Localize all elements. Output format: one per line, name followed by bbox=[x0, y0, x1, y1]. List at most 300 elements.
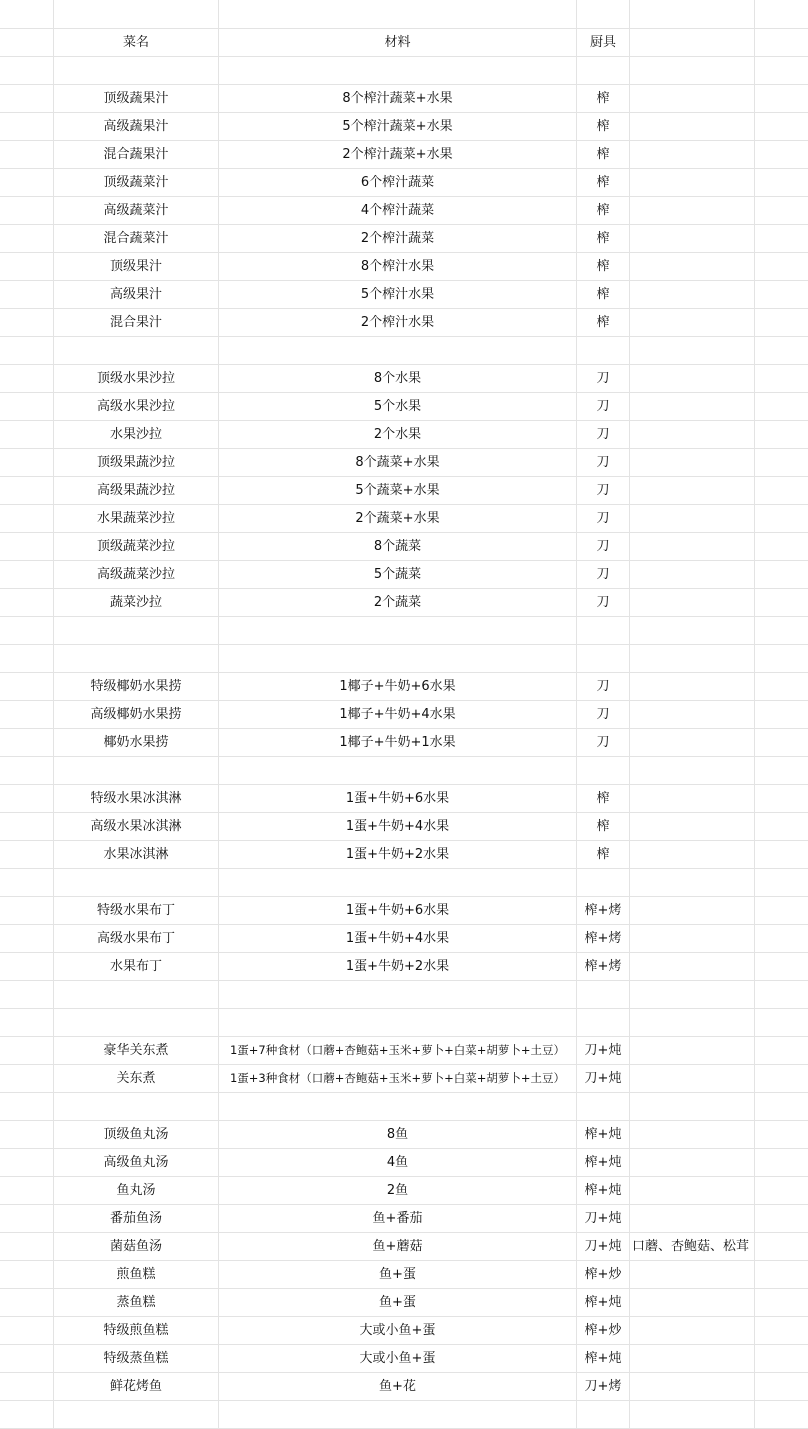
cell[interactable] bbox=[755, 1065, 808, 1092]
materials[interactable]: 6个榨汁蔬菜 bbox=[219, 169, 577, 196]
tool[interactable]: 刀 bbox=[577, 365, 630, 392]
note[interactable] bbox=[630, 169, 755, 196]
note[interactable] bbox=[630, 1121, 755, 1148]
cell[interactable] bbox=[0, 1065, 54, 1092]
cell[interactable] bbox=[755, 505, 808, 532]
cell[interactable] bbox=[755, 729, 808, 756]
cell[interactable] bbox=[755, 1317, 808, 1344]
dish-name[interactable]: 水果蔬菜沙拉 bbox=[54, 505, 219, 532]
materials[interactable]: 2个榨汁蔬菜 bbox=[219, 225, 577, 252]
materials[interactable]: 鱼+花 bbox=[219, 1373, 577, 1400]
cell[interactable] bbox=[630, 645, 755, 672]
note[interactable] bbox=[630, 1373, 755, 1400]
cell[interactable] bbox=[54, 617, 219, 644]
cell[interactable] bbox=[0, 1149, 54, 1176]
cell[interactable] bbox=[0, 141, 54, 168]
dish-name[interactable]: 高级水果布丁 bbox=[54, 925, 219, 952]
dish-name[interactable]: 水果沙拉 bbox=[54, 421, 219, 448]
cell[interactable] bbox=[755, 561, 808, 588]
note[interactable] bbox=[630, 841, 755, 868]
tool[interactable]: 刀 bbox=[577, 673, 630, 700]
cell[interactable] bbox=[755, 1233, 808, 1260]
dish-name[interactable]: 特级蒸鱼糕 bbox=[54, 1345, 219, 1372]
cell[interactable] bbox=[0, 253, 54, 280]
header-tool[interactable]: 厨具 bbox=[577, 29, 630, 56]
cell[interactable] bbox=[219, 1009, 577, 1036]
materials[interactable]: 1蛋+牛奶+4水果 bbox=[219, 925, 577, 952]
dish-name[interactable]: 鱼丸汤 bbox=[54, 1177, 219, 1204]
cell[interactable] bbox=[755, 169, 808, 196]
dish-name[interactable]: 椰奶水果捞 bbox=[54, 729, 219, 756]
cell[interactable] bbox=[54, 337, 219, 364]
materials[interactable]: 1蛋+牛奶+2水果 bbox=[219, 841, 577, 868]
cell[interactable] bbox=[0, 869, 54, 896]
note[interactable] bbox=[630, 141, 755, 168]
dish-name[interactable]: 煎鱼糕 bbox=[54, 1261, 219, 1288]
dish-name[interactable]: 鲜花烤鱼 bbox=[54, 1373, 219, 1400]
cell[interactable] bbox=[0, 617, 54, 644]
tool[interactable]: 榨 bbox=[577, 169, 630, 196]
note[interactable] bbox=[630, 393, 755, 420]
cell[interactable] bbox=[54, 0, 219, 28]
note[interactable] bbox=[630, 449, 755, 476]
tool[interactable]: 榨+炖 bbox=[577, 1177, 630, 1204]
cell[interactable] bbox=[0, 281, 54, 308]
cell[interactable] bbox=[0, 673, 54, 700]
cell[interactable] bbox=[0, 113, 54, 140]
cell[interactable] bbox=[577, 757, 630, 784]
note[interactable] bbox=[630, 1037, 755, 1064]
cell[interactable] bbox=[0, 813, 54, 840]
tool[interactable]: 榨 bbox=[577, 841, 630, 868]
dish-name[interactable]: 水果布丁 bbox=[54, 953, 219, 980]
tool[interactable]: 榨+炒 bbox=[577, 1317, 630, 1344]
note[interactable] bbox=[630, 1177, 755, 1204]
cell[interactable] bbox=[0, 1121, 54, 1148]
dish-name[interactable]: 蒸鱼糕 bbox=[54, 1289, 219, 1316]
dish-name[interactable]: 豪华关东煮 bbox=[54, 1037, 219, 1064]
cell[interactable] bbox=[0, 589, 54, 616]
materials[interactable]: 8鱼 bbox=[219, 1121, 577, 1148]
cell[interactable] bbox=[755, 1093, 808, 1120]
cell[interactable] bbox=[755, 1037, 808, 1064]
note[interactable] bbox=[630, 813, 755, 840]
dish-name[interactable]: 高级蔬菜沙拉 bbox=[54, 561, 219, 588]
cell[interactable] bbox=[755, 701, 808, 728]
dish-name[interactable]: 顶级果蔬沙拉 bbox=[54, 449, 219, 476]
cell[interactable] bbox=[755, 141, 808, 168]
tool[interactable]: 榨 bbox=[577, 813, 630, 840]
cell[interactable] bbox=[755, 393, 808, 420]
cell[interactable] bbox=[630, 57, 755, 84]
cell[interactable] bbox=[630, 0, 755, 28]
dish-name[interactable]: 特级椰奶水果捞 bbox=[54, 673, 219, 700]
note[interactable] bbox=[630, 85, 755, 112]
cell[interactable] bbox=[755, 925, 808, 952]
dish-name[interactable]: 蔬菜沙拉 bbox=[54, 589, 219, 616]
tool[interactable]: 榨+炖 bbox=[577, 1289, 630, 1316]
cell[interactable] bbox=[219, 1401, 577, 1428]
note[interactable] bbox=[630, 1065, 755, 1092]
cell[interactable] bbox=[54, 869, 219, 896]
materials[interactable]: 5个蔬菜 bbox=[219, 561, 577, 588]
cell[interactable] bbox=[755, 1373, 808, 1400]
cell[interactable] bbox=[755, 253, 808, 280]
cell[interactable] bbox=[0, 1373, 54, 1400]
tool[interactable]: 刀+炖 bbox=[577, 1037, 630, 1064]
cell[interactable] bbox=[219, 0, 577, 28]
cell[interactable] bbox=[755, 0, 808, 28]
dish-name[interactable]: 混合蔬果汁 bbox=[54, 141, 219, 168]
materials[interactable]: 鱼+蛋 bbox=[219, 1289, 577, 1316]
materials[interactable]: 1椰子+牛奶+4水果 bbox=[219, 701, 577, 728]
tool[interactable]: 榨 bbox=[577, 309, 630, 336]
cell[interactable] bbox=[0, 421, 54, 448]
note[interactable] bbox=[630, 701, 755, 728]
note[interactable] bbox=[630, 365, 755, 392]
materials[interactable]: 1蛋+7种食材（口蘑+杏鲍菇+玉米+萝卜+白菜+胡萝卜+土豆） bbox=[219, 1037, 577, 1064]
tool[interactable]: 榨+炖 bbox=[577, 1345, 630, 1372]
cell[interactable] bbox=[755, 1401, 808, 1428]
note[interactable] bbox=[630, 309, 755, 336]
note[interactable]: 口蘑、杏鲍菇、松茸 bbox=[630, 1233, 755, 1260]
cell[interactable] bbox=[0, 57, 54, 84]
cell[interactable] bbox=[0, 1317, 54, 1344]
dish-name[interactable]: 特级煎鱼糕 bbox=[54, 1317, 219, 1344]
note[interactable] bbox=[630, 1261, 755, 1288]
cell[interactable] bbox=[755, 897, 808, 924]
dish-name[interactable]: 高级蔬果汁 bbox=[54, 113, 219, 140]
note[interactable] bbox=[630, 925, 755, 952]
cell[interactable] bbox=[630, 1093, 755, 1120]
dish-name[interactable]: 关东煮 bbox=[54, 1065, 219, 1092]
cell[interactable] bbox=[630, 1009, 755, 1036]
cell[interactable] bbox=[219, 869, 577, 896]
cell[interactable] bbox=[755, 757, 808, 784]
tool[interactable]: 刀 bbox=[577, 449, 630, 476]
materials[interactable]: 8个榨汁水果 bbox=[219, 253, 577, 280]
cell[interactable] bbox=[577, 0, 630, 28]
cell[interactable] bbox=[577, 617, 630, 644]
note[interactable] bbox=[630, 281, 755, 308]
tool[interactable]: 刀+炖 bbox=[577, 1233, 630, 1260]
note[interactable] bbox=[630, 477, 755, 504]
header-name[interactable]: 菜名 bbox=[54, 29, 219, 56]
tool[interactable]: 榨+炖 bbox=[577, 1149, 630, 1176]
cell[interactable] bbox=[219, 617, 577, 644]
cell[interactable] bbox=[0, 1289, 54, 1316]
cell[interactable] bbox=[755, 1261, 808, 1288]
cell[interactable] bbox=[219, 757, 577, 784]
cell[interactable] bbox=[630, 869, 755, 896]
cell[interactable] bbox=[54, 645, 219, 672]
cell[interactable] bbox=[755, 589, 808, 616]
cell[interactable] bbox=[54, 1009, 219, 1036]
cell[interactable] bbox=[630, 337, 755, 364]
cell[interactable] bbox=[577, 1009, 630, 1036]
materials[interactable]: 1椰子+牛奶+6水果 bbox=[219, 673, 577, 700]
cell[interactable] bbox=[54, 1401, 219, 1428]
cell[interactable] bbox=[755, 449, 808, 476]
materials[interactable]: 鱼+番茄 bbox=[219, 1205, 577, 1232]
cell[interactable] bbox=[0, 897, 54, 924]
tool[interactable]: 榨 bbox=[577, 85, 630, 112]
cell[interactable] bbox=[0, 1233, 54, 1260]
tool[interactable]: 榨+烤 bbox=[577, 953, 630, 980]
cell[interactable] bbox=[54, 1093, 219, 1120]
cell[interactable] bbox=[54, 57, 219, 84]
note[interactable] bbox=[630, 897, 755, 924]
cell[interactable] bbox=[0, 197, 54, 224]
tool[interactable]: 榨 bbox=[577, 197, 630, 224]
tool[interactable]: 榨 bbox=[577, 281, 630, 308]
tool[interactable]: 刀 bbox=[577, 561, 630, 588]
materials[interactable]: 1蛋+牛奶+2水果 bbox=[219, 953, 577, 980]
materials[interactable]: 2个榨汁蔬菜+水果 bbox=[219, 141, 577, 168]
cell[interactable] bbox=[0, 1401, 54, 1428]
materials[interactable]: 5个榨汁水果 bbox=[219, 281, 577, 308]
dish-name[interactable]: 顶级水果沙拉 bbox=[54, 365, 219, 392]
cell[interactable] bbox=[755, 337, 808, 364]
cell[interactable] bbox=[0, 365, 54, 392]
cell[interactable] bbox=[0, 981, 54, 1008]
tool[interactable]: 刀 bbox=[577, 729, 630, 756]
cell[interactable] bbox=[755, 29, 808, 56]
cell[interactable] bbox=[577, 1401, 630, 1428]
dish-name[interactable]: 高级水果冰淇淋 bbox=[54, 813, 219, 840]
dish-name[interactable]: 特级水果冰淇淋 bbox=[54, 785, 219, 812]
cell[interactable] bbox=[755, 421, 808, 448]
cell[interactable] bbox=[577, 981, 630, 1008]
materials[interactable]: 1蛋+牛奶+4水果 bbox=[219, 813, 577, 840]
cell[interactable] bbox=[755, 113, 808, 140]
cell[interactable] bbox=[755, 981, 808, 1008]
cell[interactable] bbox=[577, 57, 630, 84]
note[interactable] bbox=[630, 1289, 755, 1316]
materials[interactable]: 8个榨汁蔬菜+水果 bbox=[219, 85, 577, 112]
materials[interactable]: 8个蔬菜 bbox=[219, 533, 577, 560]
tool[interactable]: 刀+炖 bbox=[577, 1205, 630, 1232]
tool[interactable]: 榨 bbox=[577, 113, 630, 140]
materials[interactable]: 5个水果 bbox=[219, 393, 577, 420]
cell[interactable] bbox=[755, 841, 808, 868]
cell[interactable] bbox=[0, 701, 54, 728]
dish-name[interactable]: 菌菇鱼汤 bbox=[54, 1233, 219, 1260]
cell[interactable] bbox=[755, 953, 808, 980]
materials[interactable]: 5个蔬菜+水果 bbox=[219, 477, 577, 504]
dish-name[interactable]: 高级果汁 bbox=[54, 281, 219, 308]
cell[interactable] bbox=[0, 1037, 54, 1064]
cell[interactable] bbox=[0, 785, 54, 812]
materials[interactable]: 5个榨汁蔬菜+水果 bbox=[219, 113, 577, 140]
cell[interactable] bbox=[755, 1205, 808, 1232]
materials[interactable]: 大或小鱼+蛋 bbox=[219, 1345, 577, 1372]
cell[interactable] bbox=[0, 1261, 54, 1288]
cell[interactable] bbox=[0, 0, 54, 28]
cell[interactable] bbox=[755, 1009, 808, 1036]
tool[interactable]: 榨 bbox=[577, 141, 630, 168]
header-materials[interactable]: 材料 bbox=[219, 29, 577, 56]
materials[interactable]: 大或小鱼+蛋 bbox=[219, 1317, 577, 1344]
cell[interactable] bbox=[755, 1149, 808, 1176]
cell[interactable] bbox=[755, 225, 808, 252]
cell[interactable] bbox=[577, 337, 630, 364]
dish-name[interactable]: 高级鱼丸汤 bbox=[54, 1149, 219, 1176]
note[interactable] bbox=[630, 785, 755, 812]
materials[interactable]: 2鱼 bbox=[219, 1177, 577, 1204]
cell[interactable] bbox=[0, 1009, 54, 1036]
dish-name[interactable]: 特级水果布丁 bbox=[54, 897, 219, 924]
cell[interactable] bbox=[54, 757, 219, 784]
cell[interactable] bbox=[0, 925, 54, 952]
cell[interactable] bbox=[755, 869, 808, 896]
cell[interactable] bbox=[0, 1345, 54, 1372]
dish-name[interactable]: 顶级蔬菜沙拉 bbox=[54, 533, 219, 560]
note[interactable] bbox=[630, 253, 755, 280]
cell[interactable] bbox=[0, 729, 54, 756]
cell[interactable] bbox=[630, 29, 755, 56]
materials[interactable]: 鱼+蛋 bbox=[219, 1261, 577, 1288]
tool[interactable]: 榨+炖 bbox=[577, 1121, 630, 1148]
tool[interactable]: 刀 bbox=[577, 477, 630, 504]
cell[interactable] bbox=[219, 1093, 577, 1120]
note[interactable] bbox=[630, 673, 755, 700]
cell[interactable] bbox=[755, 281, 808, 308]
dish-name[interactable]: 顶级蔬果汁 bbox=[54, 85, 219, 112]
tool[interactable]: 榨+烤 bbox=[577, 897, 630, 924]
materials[interactable]: 1蛋+牛奶+6水果 bbox=[219, 785, 577, 812]
note[interactable] bbox=[630, 1317, 755, 1344]
dish-name[interactable]: 水果冰淇淋 bbox=[54, 841, 219, 868]
cell[interactable] bbox=[0, 337, 54, 364]
cell[interactable] bbox=[0, 1205, 54, 1232]
materials[interactable]: 4个榨汁蔬菜 bbox=[219, 197, 577, 224]
materials[interactable]: 4鱼 bbox=[219, 1149, 577, 1176]
cell[interactable] bbox=[755, 813, 808, 840]
dish-name[interactable]: 高级果蔬沙拉 bbox=[54, 477, 219, 504]
tool[interactable]: 榨 bbox=[577, 785, 630, 812]
cell[interactable] bbox=[755, 1121, 808, 1148]
cell[interactable] bbox=[755, 57, 808, 84]
note[interactable] bbox=[630, 589, 755, 616]
tool[interactable]: 刀 bbox=[577, 533, 630, 560]
tool[interactable]: 刀+炖 bbox=[577, 1065, 630, 1092]
cell[interactable] bbox=[630, 1401, 755, 1428]
note[interactable] bbox=[630, 533, 755, 560]
tool[interactable]: 榨+烤 bbox=[577, 925, 630, 952]
dish-name[interactable]: 番茄鱼汤 bbox=[54, 1205, 219, 1232]
cell[interactable] bbox=[577, 1093, 630, 1120]
cell[interactable] bbox=[630, 617, 755, 644]
tool[interactable]: 刀 bbox=[577, 701, 630, 728]
note[interactable] bbox=[630, 113, 755, 140]
materials[interactable]: 1蛋+3种食材（口蘑+杏鲍菇+玉米+萝卜+白菜+胡萝卜+土豆） bbox=[219, 1065, 577, 1092]
cell[interactable] bbox=[0, 1177, 54, 1204]
note[interactable] bbox=[630, 1205, 755, 1232]
cell[interactable] bbox=[755, 197, 808, 224]
tool[interactable]: 榨 bbox=[577, 253, 630, 280]
note[interactable] bbox=[630, 729, 755, 756]
dish-name[interactable]: 高级蔬菜汁 bbox=[54, 197, 219, 224]
cell[interactable] bbox=[755, 617, 808, 644]
tool[interactable]: 刀+烤 bbox=[577, 1373, 630, 1400]
cell[interactable] bbox=[0, 561, 54, 588]
cell[interactable] bbox=[0, 1093, 54, 1120]
cell[interactable] bbox=[0, 645, 54, 672]
cell[interactable] bbox=[54, 981, 219, 1008]
cell[interactable] bbox=[755, 309, 808, 336]
cell[interactable] bbox=[755, 785, 808, 812]
dish-name[interactable]: 顶级蔬菜汁 bbox=[54, 169, 219, 196]
cell[interactable] bbox=[0, 757, 54, 784]
note[interactable] bbox=[630, 953, 755, 980]
cell[interactable] bbox=[755, 1177, 808, 1204]
cell[interactable] bbox=[0, 309, 54, 336]
cell[interactable] bbox=[755, 673, 808, 700]
cell[interactable] bbox=[0, 477, 54, 504]
cell[interactable] bbox=[0, 533, 54, 560]
cell[interactable] bbox=[0, 225, 54, 252]
materials[interactable]: 1蛋+牛奶+6水果 bbox=[219, 897, 577, 924]
cell[interactable] bbox=[0, 841, 54, 868]
dish-name[interactable]: 顶级鱼丸汤 bbox=[54, 1121, 219, 1148]
cell[interactable] bbox=[755, 645, 808, 672]
dish-name[interactable]: 高级水果沙拉 bbox=[54, 393, 219, 420]
note[interactable] bbox=[630, 561, 755, 588]
note[interactable] bbox=[630, 225, 755, 252]
materials[interactable]: 1椰子+牛奶+1水果 bbox=[219, 729, 577, 756]
dish-name[interactable]: 高级椰奶水果捞 bbox=[54, 701, 219, 728]
cell[interactable] bbox=[0, 449, 54, 476]
materials[interactable]: 8个蔬菜+水果 bbox=[219, 449, 577, 476]
cell[interactable] bbox=[755, 477, 808, 504]
note[interactable] bbox=[630, 1345, 755, 1372]
cell[interactable] bbox=[755, 365, 808, 392]
cell[interactable] bbox=[577, 869, 630, 896]
cell[interactable] bbox=[0, 393, 54, 420]
note[interactable] bbox=[630, 197, 755, 224]
tool[interactable]: 榨 bbox=[577, 225, 630, 252]
tool[interactable]: 刀 bbox=[577, 421, 630, 448]
dish-name[interactable]: 顶级果汁 bbox=[54, 253, 219, 280]
tool[interactable]: 刀 bbox=[577, 393, 630, 420]
materials[interactable]: 8个水果 bbox=[219, 365, 577, 392]
cell[interactable] bbox=[755, 1345, 808, 1372]
cell[interactable] bbox=[0, 505, 54, 532]
dish-name[interactable]: 混合蔬菜汁 bbox=[54, 225, 219, 252]
cell[interactable] bbox=[0, 85, 54, 112]
cell[interactable] bbox=[0, 29, 54, 56]
note[interactable] bbox=[630, 505, 755, 532]
cell[interactable] bbox=[755, 85, 808, 112]
tool[interactable]: 榨+炒 bbox=[577, 1261, 630, 1288]
cell[interactable] bbox=[630, 981, 755, 1008]
cell[interactable] bbox=[219, 57, 577, 84]
tool[interactable]: 刀 bbox=[577, 505, 630, 532]
cell[interactable] bbox=[0, 169, 54, 196]
materials[interactable]: 2个榨汁水果 bbox=[219, 309, 577, 336]
cell[interactable] bbox=[219, 645, 577, 672]
materials[interactable]: 2个蔬菜+水果 bbox=[219, 505, 577, 532]
tool[interactable]: 刀 bbox=[577, 589, 630, 616]
note[interactable] bbox=[630, 421, 755, 448]
dish-name[interactable]: 混合果汁 bbox=[54, 309, 219, 336]
cell[interactable] bbox=[0, 953, 54, 980]
materials[interactable]: 2个水果 bbox=[219, 421, 577, 448]
note[interactable] bbox=[630, 1149, 755, 1176]
cell[interactable] bbox=[219, 337, 577, 364]
cell[interactable] bbox=[219, 981, 577, 1008]
